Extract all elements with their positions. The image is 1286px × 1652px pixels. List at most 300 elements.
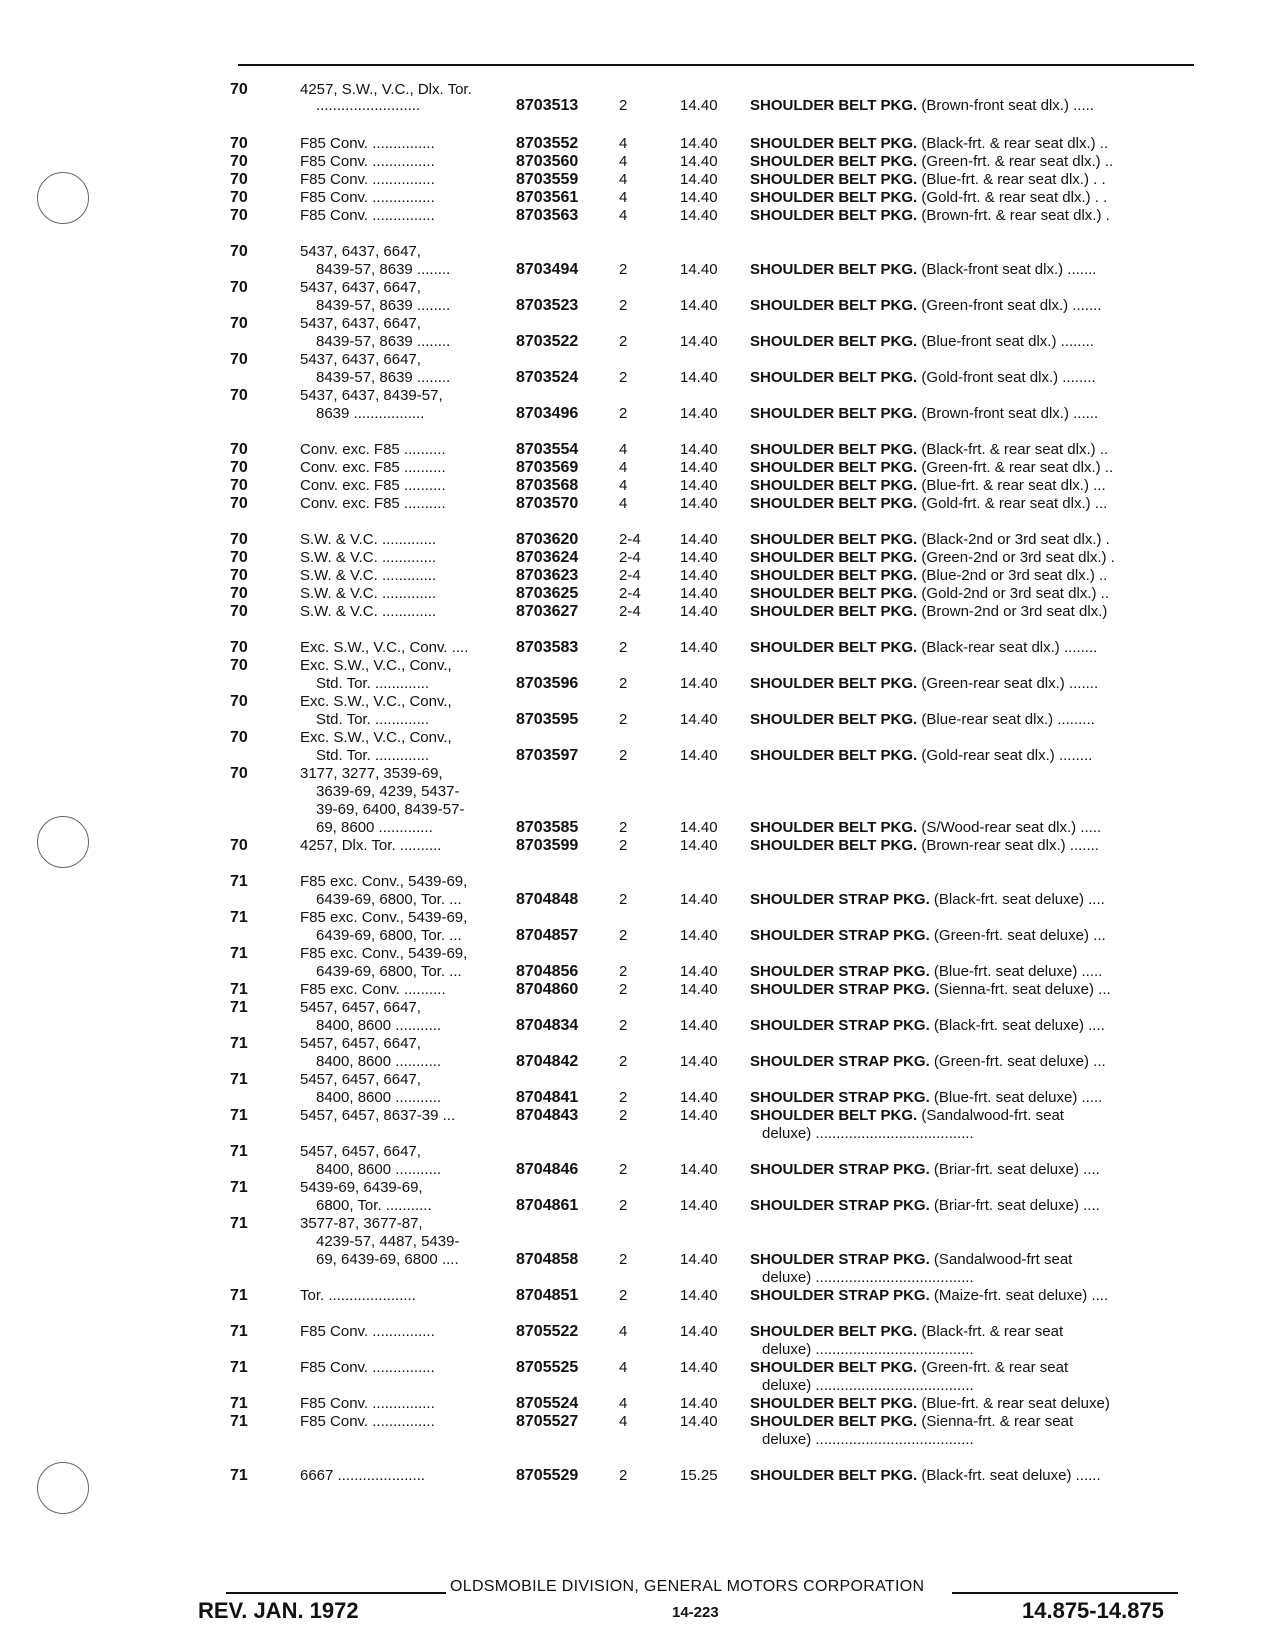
description-cell bbox=[750, 674, 1098, 693]
model-cell: Conv. exc. F85 .......... bbox=[300, 477, 446, 494]
quantity-cell: 4 bbox=[619, 441, 628, 458]
description-cell bbox=[750, 818, 1101, 837]
description-title: SHOULDER BELT PKG. bbox=[750, 639, 918, 656]
model-cell: Std. Tor. ............. bbox=[316, 711, 430, 728]
model-cell: 5457, 6457, 6647, bbox=[300, 1071, 421, 1088]
quantity-cell: 2-4 bbox=[619, 531, 641, 548]
description-detail: (Green-frt. seat deluxe) ... bbox=[933, 927, 1106, 944]
quantity-cell: 2 bbox=[619, 711, 628, 728]
model-cell: 8639 ................. bbox=[316, 405, 425, 422]
description-cell bbox=[750, 1106, 1064, 1125]
model-cell: 8400, 8600 ........... bbox=[316, 1053, 442, 1070]
price-cell: 14.40 bbox=[680, 495, 718, 512]
quantity-cell: 4 bbox=[619, 153, 628, 170]
description-detail: (Gold-rear seat dlx.) ........ bbox=[921, 747, 1093, 764]
part-number-cell: 8703620 bbox=[516, 531, 579, 548]
description-cell bbox=[750, 602, 1107, 621]
price-cell: 14.40 bbox=[680, 441, 718, 458]
part-number-cell: 8703585 bbox=[516, 819, 579, 836]
year-cell: 71 bbox=[230, 945, 248, 962]
price-cell: 14.40 bbox=[680, 639, 718, 656]
description-title: SHOULDER BELT PKG. bbox=[750, 1359, 918, 1376]
quantity-cell: 2 bbox=[619, 675, 628, 692]
price-cell: 14.40 bbox=[680, 891, 718, 908]
price-cell: 14.40 bbox=[680, 1017, 718, 1034]
price-cell: 14.40 bbox=[680, 1287, 718, 1304]
description-detail: deluxe) ...................................... bbox=[762, 1431, 974, 1448]
year-cell: 71 bbox=[230, 1035, 248, 1052]
model-cell: 4239-57, 4487, 5439- bbox=[316, 1233, 460, 1250]
year-cell: 71 bbox=[230, 1413, 248, 1430]
model-cell: F85 exc. Conv. .......... bbox=[300, 981, 446, 998]
description-detail: (Sandalwood-frt seat bbox=[933, 1251, 1073, 1268]
description-title: SHOULDER STRAP PKG. bbox=[750, 981, 930, 998]
part-number-cell: 8704857 bbox=[516, 927, 579, 944]
part-number-cell: 8704846 bbox=[516, 1161, 579, 1178]
part-number-cell: 8703552 bbox=[516, 135, 579, 152]
description-detail: (Green-frt. & rear seat bbox=[921, 1359, 1069, 1376]
description-cell bbox=[750, 170, 1106, 189]
description-title: SHOULDER STRAP PKG. bbox=[750, 963, 930, 980]
price-cell: 14.40 bbox=[680, 819, 718, 836]
description-detail: (Brown-2nd or 3rd seat dlx.) bbox=[921, 603, 1108, 620]
description-cell bbox=[750, 296, 1101, 315]
price-cell: 14.40 bbox=[680, 1089, 718, 1106]
part-number-cell: 8703597 bbox=[516, 747, 579, 764]
model-cell: 5457, 6457, 6647, bbox=[300, 999, 421, 1016]
description-title: SHOULDER BELT PKG. bbox=[750, 1395, 918, 1412]
part-number-cell: 8703596 bbox=[516, 675, 579, 692]
part-number-cell: 8703496 bbox=[516, 405, 579, 422]
year-cell: 71 bbox=[230, 1287, 248, 1304]
footer-rule-right bbox=[952, 1592, 1178, 1594]
description-cell bbox=[762, 1268, 974, 1287]
footer-group-number: 14.875-14.875 bbox=[1022, 1598, 1164, 1623]
description-detail: (Blue-frt. seat deluxe) ..... bbox=[933, 1089, 1103, 1106]
description-cell bbox=[750, 206, 1110, 225]
year-cell: 70 bbox=[230, 279, 248, 296]
model-cell: 6667 ..................... bbox=[300, 1467, 426, 1484]
quantity-cell: 2-4 bbox=[619, 603, 641, 620]
quantity-cell: 2-4 bbox=[619, 567, 641, 584]
description-cell bbox=[750, 530, 1110, 549]
model-cell: 39-69, 6400, 8439-57- bbox=[316, 801, 465, 818]
description-detail: (Black-2nd or 3rd seat dlx.) . bbox=[921, 531, 1110, 548]
description-title: SHOULDER STRAP PKG. bbox=[750, 1197, 930, 1214]
model-cell: Exc. S.W., V.C., Conv., bbox=[300, 729, 452, 746]
year-cell: 71 bbox=[230, 1395, 248, 1412]
part-number-cell: 8703560 bbox=[516, 153, 579, 170]
description-title: SHOULDER BELT PKG. bbox=[750, 97, 918, 114]
price-cell: 14.40 bbox=[680, 549, 718, 566]
description-detail: (Blue-front seat dlx.) ........ bbox=[921, 333, 1094, 350]
price-cell: 14.40 bbox=[680, 837, 718, 854]
description-cell bbox=[750, 404, 1098, 423]
description-detail: (Blue-frt. & rear seat deluxe) bbox=[921, 1395, 1110, 1412]
description-cell bbox=[750, 1088, 1102, 1107]
model-cell: S.W. & V.C. ............. bbox=[300, 585, 437, 602]
description-detail: (Sienna-frt. seat deluxe) ... bbox=[933, 981, 1111, 998]
part-number-cell: 8704851 bbox=[516, 1287, 579, 1304]
quantity-cell: 2 bbox=[619, 639, 628, 656]
description-detail: (Green-2nd or 3rd seat dlx.) . bbox=[921, 549, 1115, 566]
description-detail: (Blue-frt. & rear seat dlx.) . . bbox=[921, 171, 1106, 188]
description-cell bbox=[750, 710, 1095, 729]
description-title: SHOULDER STRAP PKG. bbox=[750, 927, 930, 944]
description-detail: deluxe) ...................................... bbox=[762, 1269, 974, 1286]
model-cell: 8439-57, 8639 ........ bbox=[316, 261, 451, 278]
model-cell: 5437, 6437, 6647, bbox=[300, 315, 421, 332]
model-cell: 5437, 6437, 6647, bbox=[300, 243, 421, 260]
price-cell: 14.40 bbox=[680, 459, 718, 476]
description-title: SHOULDER BELT PKG. bbox=[750, 531, 918, 548]
model-cell: 8400, 8600 ........... bbox=[316, 1089, 442, 1106]
description-title: SHOULDER BELT PKG. bbox=[750, 747, 918, 764]
year-cell: 70 bbox=[230, 351, 248, 368]
price-cell: 14.40 bbox=[680, 261, 718, 278]
price-cell: 14.40 bbox=[680, 297, 718, 314]
description-detail: (Gold-2nd or 3rd seat dlx.) .. bbox=[921, 585, 1109, 602]
model-cell: ......................... bbox=[316, 97, 421, 114]
year-cell: 70 bbox=[230, 387, 248, 404]
price-cell: 14.40 bbox=[680, 567, 718, 584]
description-cell bbox=[750, 1016, 1105, 1035]
part-number-cell: 8705527 bbox=[516, 1413, 579, 1430]
year-cell: 71 bbox=[230, 1323, 248, 1340]
model-cell: 5439-69, 6439-69, bbox=[300, 1179, 423, 1196]
description-detail: (Brown-front seat dlx.) ..... bbox=[921, 97, 1094, 114]
price-cell: 14.40 bbox=[680, 207, 718, 224]
quantity-cell: 4 bbox=[619, 459, 628, 476]
quantity-cell: 4 bbox=[619, 495, 628, 512]
year-cell: 71 bbox=[230, 1071, 248, 1088]
part-number-cell: 8703624 bbox=[516, 549, 579, 566]
year-cell: 70 bbox=[230, 693, 248, 710]
year-cell: 70 bbox=[230, 81, 248, 98]
price-cell: 14.40 bbox=[680, 1251, 718, 1268]
description-title: SHOULDER BELT PKG. bbox=[750, 459, 918, 476]
year-cell: 70 bbox=[230, 477, 248, 494]
model-cell: S.W. & V.C. ............. bbox=[300, 531, 437, 548]
quantity-cell: 2 bbox=[619, 405, 628, 422]
part-number-cell: 8703623 bbox=[516, 567, 579, 584]
part-number-cell: 8704861 bbox=[516, 1197, 579, 1214]
price-cell: 14.40 bbox=[680, 675, 718, 692]
quantity-cell: 2 bbox=[619, 261, 628, 278]
part-number-cell: 8704843 bbox=[516, 1107, 579, 1124]
quantity-cell: 2 bbox=[619, 819, 628, 836]
description-title: SHOULDER BELT PKG. bbox=[750, 189, 918, 206]
model-cell: 6439-69, 6800, Tor. ... bbox=[316, 891, 462, 908]
year-cell: 71 bbox=[230, 909, 248, 926]
description-detail: (Briar-frt. seat deluxe) .... bbox=[933, 1161, 1100, 1178]
description-title: SHOULDER STRAP PKG. bbox=[750, 1089, 930, 1106]
description-cell bbox=[750, 836, 1099, 855]
year-cell: 70 bbox=[230, 189, 248, 206]
price-cell: 14.40 bbox=[680, 585, 718, 602]
model-cell: 5457, 6457, 6647, bbox=[300, 1143, 421, 1160]
part-number-cell: 8703583 bbox=[516, 639, 579, 656]
model-cell: F85 Conv. ............... bbox=[300, 153, 435, 170]
year-cell: 70 bbox=[230, 243, 248, 260]
description-detail: (Sandalwood-frt. seat bbox=[921, 1107, 1064, 1124]
quantity-cell: 2 bbox=[619, 837, 628, 854]
description-title: SHOULDER BELT PKG. bbox=[750, 585, 918, 602]
model-cell: 6800, Tor. ........... bbox=[316, 1197, 432, 1214]
description-cell bbox=[750, 134, 1108, 153]
description-detail: (Brown-front seat dlx.) ...... bbox=[921, 405, 1099, 422]
part-number-cell: 8703568 bbox=[516, 477, 579, 494]
model-cell: 69, 8600 ............. bbox=[316, 819, 433, 836]
model-cell: 4257, Dlx. Tor. .......... bbox=[300, 837, 442, 854]
part-number-cell: 8703569 bbox=[516, 459, 579, 476]
quantity-cell: 4 bbox=[619, 1413, 628, 1430]
description-detail: deluxe) ...................................... bbox=[762, 1125, 974, 1142]
description-detail: (Black-front seat dlx.) ....... bbox=[921, 261, 1097, 278]
description-title: SHOULDER STRAP PKG. bbox=[750, 1287, 930, 1304]
description-cell bbox=[750, 1394, 1110, 1413]
description-title: SHOULDER BELT PKG. bbox=[750, 549, 918, 566]
price-cell: 14.40 bbox=[680, 1413, 718, 1430]
description-cell bbox=[750, 1160, 1100, 1179]
description-title: SHOULDER BELT PKG. bbox=[750, 495, 918, 512]
year-cell: 70 bbox=[230, 495, 248, 512]
quantity-cell: 4 bbox=[619, 477, 628, 494]
model-cell: Tor. ..................... bbox=[300, 1287, 416, 1304]
model-cell: F85 exc. Conv., 5439-69, bbox=[300, 945, 468, 962]
description-detail: (Blue-frt. seat deluxe) ..... bbox=[933, 963, 1103, 980]
year-cell: 70 bbox=[230, 639, 248, 656]
model-cell: Exc. S.W., V.C., Conv., bbox=[300, 657, 452, 674]
part-number-cell: 8703523 bbox=[516, 297, 579, 314]
model-cell: S.W. & V.C. ............. bbox=[300, 549, 437, 566]
description-cell bbox=[750, 548, 1115, 567]
description-cell bbox=[750, 926, 1106, 945]
model-cell: F85 Conv. ............... bbox=[300, 135, 435, 152]
price-cell: 14.40 bbox=[680, 1161, 718, 1178]
year-cell: 71 bbox=[230, 981, 248, 998]
description-cell bbox=[750, 1358, 1068, 1377]
description-cell bbox=[750, 890, 1105, 909]
description-cell bbox=[762, 1124, 974, 1143]
description-detail: (Black-frt. seat deluxe) .... bbox=[933, 1017, 1105, 1034]
quantity-cell: 4 bbox=[619, 1323, 628, 1340]
model-cell: S.W. & V.C. ............. bbox=[300, 603, 437, 620]
year-cell: 70 bbox=[230, 657, 248, 674]
description-cell bbox=[750, 188, 1107, 207]
part-number-cell: 8703524 bbox=[516, 369, 579, 386]
quantity-cell: 4 bbox=[619, 1359, 628, 1376]
year-cell: 70 bbox=[230, 729, 248, 746]
price-cell: 14.40 bbox=[680, 1323, 718, 1340]
part-number-cell: 8703599 bbox=[516, 837, 579, 854]
quantity-cell: 2-4 bbox=[619, 585, 641, 602]
price-cell: 14.40 bbox=[680, 603, 718, 620]
description-detail: (Green-front seat dlx.) ....... bbox=[921, 297, 1102, 314]
quantity-cell: 2 bbox=[619, 1089, 628, 1106]
model-cell: Exc. S.W., V.C., Conv. .... bbox=[300, 639, 469, 656]
description-title: SHOULDER STRAP PKG. bbox=[750, 1161, 930, 1178]
part-number-cell: 8705529 bbox=[516, 1467, 579, 1484]
description-title: SHOULDER BELT PKG. bbox=[750, 153, 918, 170]
price-cell: 14.40 bbox=[680, 927, 718, 944]
price-cell: 14.40 bbox=[680, 153, 718, 170]
model-cell: F85 Conv. ............... bbox=[300, 1323, 435, 1340]
year-cell: 71 bbox=[230, 1467, 248, 1484]
model-cell: Conv. exc. F85 .......... bbox=[300, 459, 446, 476]
model-cell: Exc. S.W., V.C., Conv., bbox=[300, 693, 452, 710]
description-detail: (Black-frt. & rear seat dlx.) .. bbox=[921, 135, 1109, 152]
model-cell: F85 Conv. ............... bbox=[300, 1413, 435, 1430]
quantity-cell: 4 bbox=[619, 171, 628, 188]
price-cell: 14.40 bbox=[680, 981, 718, 998]
quantity-cell: 2 bbox=[619, 1017, 628, 1034]
description-title: SHOULDER BELT PKG. bbox=[750, 603, 918, 620]
part-number-cell: 8703570 bbox=[516, 495, 579, 512]
part-number-cell: 8703559 bbox=[516, 171, 579, 188]
description-cell bbox=[762, 1430, 974, 1449]
description-cell bbox=[750, 980, 1111, 999]
year-cell: 71 bbox=[230, 873, 248, 890]
model-cell: F85 exc. Conv., 5439-69, bbox=[300, 909, 468, 926]
year-cell: 70 bbox=[230, 153, 248, 170]
description-detail: (Black-rear seat dlx.) ........ bbox=[921, 639, 1098, 656]
description-detail: (Sienna-frt. & rear seat bbox=[921, 1413, 1074, 1430]
price-cell: 14.40 bbox=[680, 711, 718, 728]
part-number-cell: 8705522 bbox=[516, 1323, 579, 1340]
quantity-cell: 4 bbox=[619, 207, 628, 224]
model-cell: F85 Conv. ............... bbox=[300, 171, 435, 188]
year-cell: 70 bbox=[230, 549, 248, 566]
description-detail: (Brown-rear seat dlx.) ....... bbox=[921, 837, 1099, 854]
description-title: SHOULDER STRAP PKG. bbox=[750, 891, 930, 908]
year-cell: 70 bbox=[230, 459, 248, 476]
model-cell: F85 Conv. ............... bbox=[300, 207, 435, 224]
description-detail: (Green-rear seat dlx.) ....... bbox=[921, 675, 1099, 692]
quantity-cell: 2 bbox=[619, 891, 628, 908]
year-cell: 70 bbox=[230, 603, 248, 620]
year-cell: 70 bbox=[230, 585, 248, 602]
part-number-cell: 8703563 bbox=[516, 207, 579, 224]
description-title: SHOULDER BELT PKG. bbox=[750, 1467, 918, 1484]
description-title: SHOULDER BELT PKG. bbox=[750, 477, 918, 494]
price-cell: 14.40 bbox=[680, 97, 718, 114]
description-detail: (Green-frt. & rear seat dlx.) .. bbox=[921, 459, 1114, 476]
part-number-cell: 8703561 bbox=[516, 189, 579, 206]
description-detail: (Brown-frt. & rear seat dlx.) . bbox=[921, 207, 1110, 224]
description-title: SHOULDER BELT PKG. bbox=[750, 819, 918, 836]
description-title: SHOULDER BELT PKG. bbox=[750, 1413, 918, 1430]
description-cell bbox=[750, 566, 1107, 585]
model-cell: 8400, 8600 ........... bbox=[316, 1161, 442, 1178]
model-cell: 5457, 6457, 6647, bbox=[300, 1035, 421, 1052]
year-cell: 70 bbox=[230, 135, 248, 152]
price-cell: 14.40 bbox=[680, 189, 718, 206]
quantity-cell: 2 bbox=[619, 747, 628, 764]
footer-page-number: 14-223 bbox=[672, 1604, 719, 1621]
description-detail: (Briar-frt. seat deluxe) .... bbox=[933, 1197, 1100, 1214]
year-cell: 70 bbox=[230, 765, 248, 782]
description-title: SHOULDER BELT PKG. bbox=[750, 333, 918, 350]
description-cell bbox=[750, 1052, 1106, 1071]
quantity-cell: 2 bbox=[619, 369, 628, 386]
part-number-cell: 8705525 bbox=[516, 1359, 579, 1376]
price-cell: 14.40 bbox=[680, 369, 718, 386]
quantity-cell: 2-4 bbox=[619, 549, 641, 566]
model-cell: 5437, 6437, 8439-57, bbox=[300, 387, 443, 404]
quantity-cell: 2 bbox=[619, 1107, 628, 1124]
description-cell bbox=[750, 1412, 1073, 1431]
year-cell: 70 bbox=[230, 441, 248, 458]
quantity-cell: 4 bbox=[619, 1395, 628, 1412]
quantity-cell: 2 bbox=[619, 97, 628, 114]
price-cell: 14.40 bbox=[680, 1395, 718, 1412]
price-cell: 14.40 bbox=[680, 135, 718, 152]
year-cell: 70 bbox=[230, 567, 248, 584]
part-number-cell: 8703554 bbox=[516, 441, 579, 458]
model-cell: 3639-69, 4239, 5437- bbox=[316, 783, 460, 800]
model-cell: 8400, 8600 ........... bbox=[316, 1017, 442, 1034]
part-number-cell: 8704856 bbox=[516, 963, 579, 980]
year-cell: 70 bbox=[230, 315, 248, 332]
description-title: SHOULDER BELT PKG. bbox=[750, 441, 918, 458]
description-title: SHOULDER STRAP PKG. bbox=[750, 1251, 930, 1268]
description-cell bbox=[762, 1340, 974, 1359]
part-number-cell: 8703595 bbox=[516, 711, 579, 728]
model-cell: F85 exc. Conv., 5439-69, bbox=[300, 873, 468, 890]
model-cell: 5437, 6437, 6647, bbox=[300, 279, 421, 296]
description-title: SHOULDER BELT PKG. bbox=[750, 369, 918, 386]
part-number-cell: 8704842 bbox=[516, 1053, 579, 1070]
description-cell bbox=[750, 1322, 1063, 1341]
quantity-cell: 2 bbox=[619, 1467, 628, 1484]
description-title: SHOULDER BELT PKG. bbox=[750, 207, 918, 224]
price-cell: 14.40 bbox=[680, 1197, 718, 1214]
description-detail: (Green-frt. & rear seat dlx.) .. bbox=[921, 153, 1114, 170]
description-title: SHOULDER BELT PKG. bbox=[750, 711, 918, 728]
description-detail: deluxe) ...................................... bbox=[762, 1377, 974, 1394]
quantity-cell: 2 bbox=[619, 1197, 628, 1214]
description-detail: deluxe) ...................................... bbox=[762, 1341, 974, 1358]
description-detail: (Blue-rear seat dlx.) ......... bbox=[921, 711, 1095, 728]
model-cell: S.W. & V.C. ............. bbox=[300, 567, 437, 584]
description-title: SHOULDER STRAP PKG. bbox=[750, 1053, 930, 1070]
year-cell: 70 bbox=[230, 531, 248, 548]
description-cell bbox=[750, 368, 1096, 387]
description-cell bbox=[750, 1196, 1100, 1215]
description-title: SHOULDER BELT PKG. bbox=[750, 567, 918, 584]
price-cell: 14.40 bbox=[680, 1359, 718, 1376]
description-cell bbox=[750, 494, 1107, 513]
part-number-cell: 8704858 bbox=[516, 1251, 579, 1268]
description-cell bbox=[750, 260, 1096, 279]
description-detail: (Black-frt. seat deluxe) .... bbox=[933, 891, 1105, 908]
price-cell: 14.40 bbox=[680, 171, 718, 188]
description-cell bbox=[750, 638, 1097, 657]
description-cell bbox=[750, 746, 1092, 765]
quantity-cell: 2 bbox=[619, 1287, 628, 1304]
model-cell: Conv. exc. F85 .......... bbox=[300, 441, 446, 458]
model-cell: 3577-87, 3677-87, bbox=[300, 1215, 423, 1232]
quantity-cell: 2 bbox=[619, 1161, 628, 1178]
model-cell: Std. Tor. ............. bbox=[316, 675, 430, 692]
year-cell: 71 bbox=[230, 1359, 248, 1376]
year-cell: 70 bbox=[230, 171, 248, 188]
description-cell bbox=[750, 96, 1094, 115]
model-cell: F85 Conv. ............... bbox=[300, 189, 435, 206]
description-cell bbox=[750, 476, 1106, 495]
description-detail: (Black-frt. & rear seat dlx.) .. bbox=[921, 441, 1109, 458]
